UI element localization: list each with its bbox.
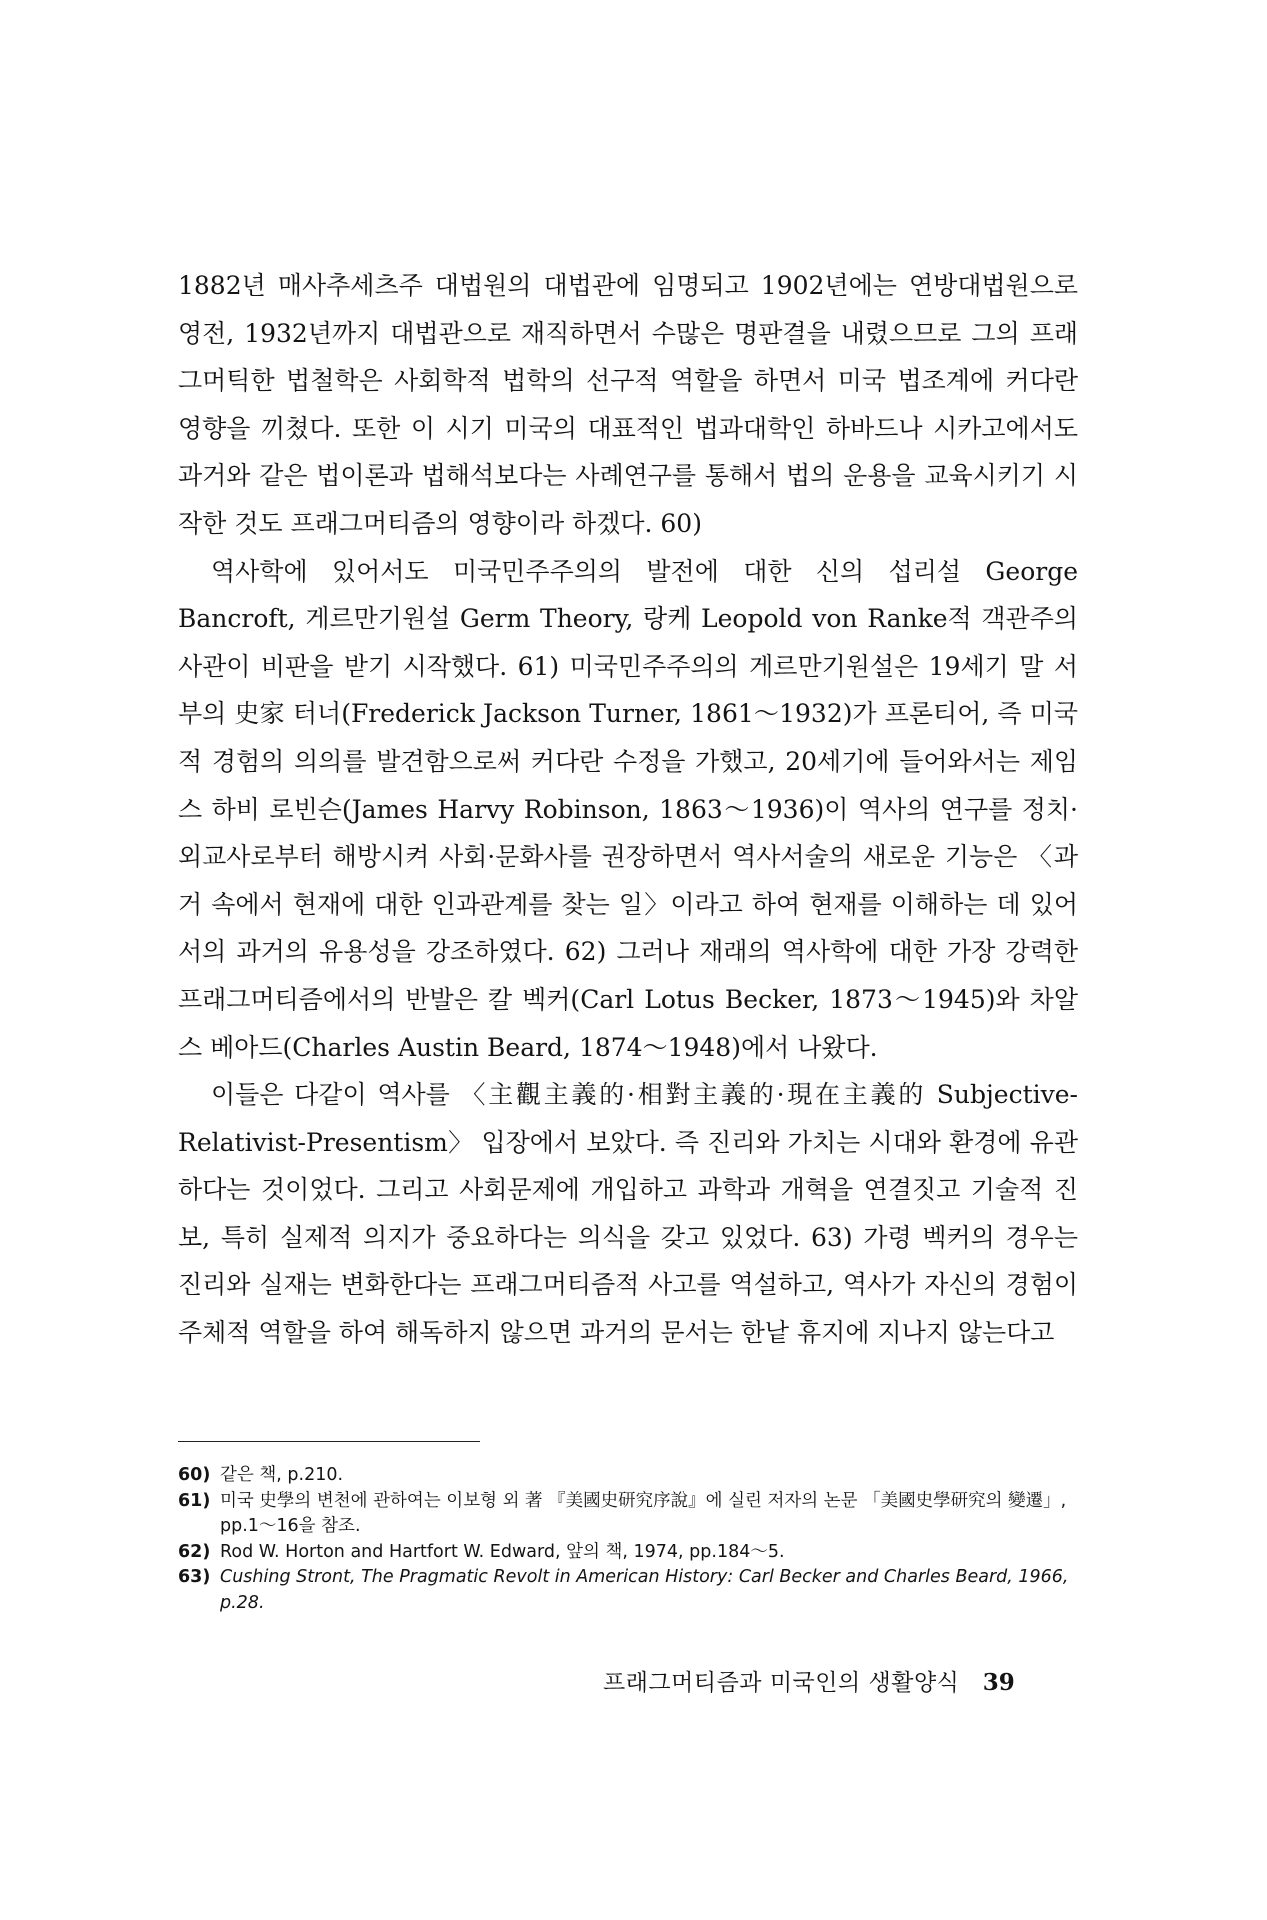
body-text — [178, 262, 1078, 1357]
running-title: 프래그머티즘과 미국인의 생활양식 — [603, 1670, 960, 1696]
footnote-text: 같은 책, p.210. — [220, 1465, 344, 1485]
paragraph-2: 역사학에 있어서도 미국민주주의의 발전에 대한 신의 섭리설 George Bancroft, 게르만기원설 Germ Theory, 랑케 Leopold von Ranke적 객관주의사관이 비판을 받기 시작했다. 61) 미국민주주의의 게르만기원설은 19세기 말 서부의 史家 터너(Frederick Jackson Turner, 1861～1932)가 프론티어, 즉 미국적 경험의 의의를 발견함으로써 커다란 수정을 가했고, 20세기에 들어와서는 제임스 하비 로빈슨(James Harvy Robinson, 1863～1936)이 역사의 연구를 정치·외교사로부터 해방시켜 사회·문화사를 권장하면서 역사서술의 새로운 기능은 〈과거 속에서 현재에 대한 인과관계를 찾는 일〉이라고 하여 현재를 이해하는 데 있어서의 과거의 유용성을 강조하였다. 62) 그러나 재래의 역사학에 대한 가장 강력한 프래그머티즘에서의 반발은 칼 벡커(Carl Lotus Becker, 1873～1945)와 차알스 베아드(Charles Austin Beard, 1874～1948)에서 나왔다. — [178, 556, 1078, 1062]
footnote-separator — [178, 1441, 480, 1442]
footnotes — [178, 1463, 1078, 1616]
running-footer — [603, 1664, 1063, 1697]
footnote-text: Rod W. Horton and Hartfort W. Edward, 앞의 책, 1974, pp.184～5. — [220, 1541, 785, 1562]
footnote-number: 63) — [178, 1567, 211, 1587]
footnote-text: Cushing Stront, The Pragmatic Revolt in American History: Carl Becker and Charles Beard, 1966, p.28. — [220, 1567, 1069, 1613]
footnote-text: 미국 史學의 변천에 관하여는 이보형 외 著 『美國史研究序說』에 실린 저자의 논문 「美國史學研究의 變遷」, pp.1～16을 참조. — [220, 1490, 1067, 1536]
page-number: 39 — [982, 1669, 1015, 1696]
footnote-number: 62) — [178, 1541, 211, 1562]
paragraph-3: 이들은 다같이 역사를 〈主觀主義的·相對主義的·現在主義的 Subjective-Relativist-Presentism〉 입장에서 보았다. 즉 진리와 가치는 시대와 환경에 유관하다는 것이었다. 그리고 사회문제에 개입하고 과학과 개혁을 연결짓고 기술적 진보, 특히 실제적 의지가 중요하다는 의식을 갖고 있었다. 63) 가령 벡커의 경우는 진리와 실재는 변화한다는 프래그머티즘적 사고를 역설하고, 역사가 자신의 경험이 주체적 역할을 하여 해독하지 않으면 과거의 문서는 한낱 휴지에 지나지 않는다고 — [178, 1080, 1078, 1348]
footnote-number: 60) — [178, 1465, 211, 1485]
paragraph-1: 1882년 매사추세츠주 대법원의 대법관에 임명되고 1902년에는 연방대법원으로 영전, 1932년까지 대법관으로 재직하면서 수많은 명판결을 내렸으므로 그의 프래그머틱한 법철학은 사회학적 법학의 선구적 역할을 하면서 미국 법조계에 커다란 영향을 끼쳤다. 또한 이 시기 미국의 대표적인 법과대학인 하바드나 시카고에서도 과거와 같은 법이론과 법해석보다는 사례연구를 통해서 법의 운용을 교육시키기 시작한 것도 프래그머티즘의 영향이라 하겠다. 60) — [178, 271, 1078, 538]
footnote-62 — [178, 1540, 1078, 1566]
footnote-61 — [178, 1489, 1078, 1540]
footnote-number: 61) — [178, 1490, 211, 1511]
footnote-60 — [178, 1463, 1078, 1489]
footnote-63 — [178, 1565, 1078, 1616]
